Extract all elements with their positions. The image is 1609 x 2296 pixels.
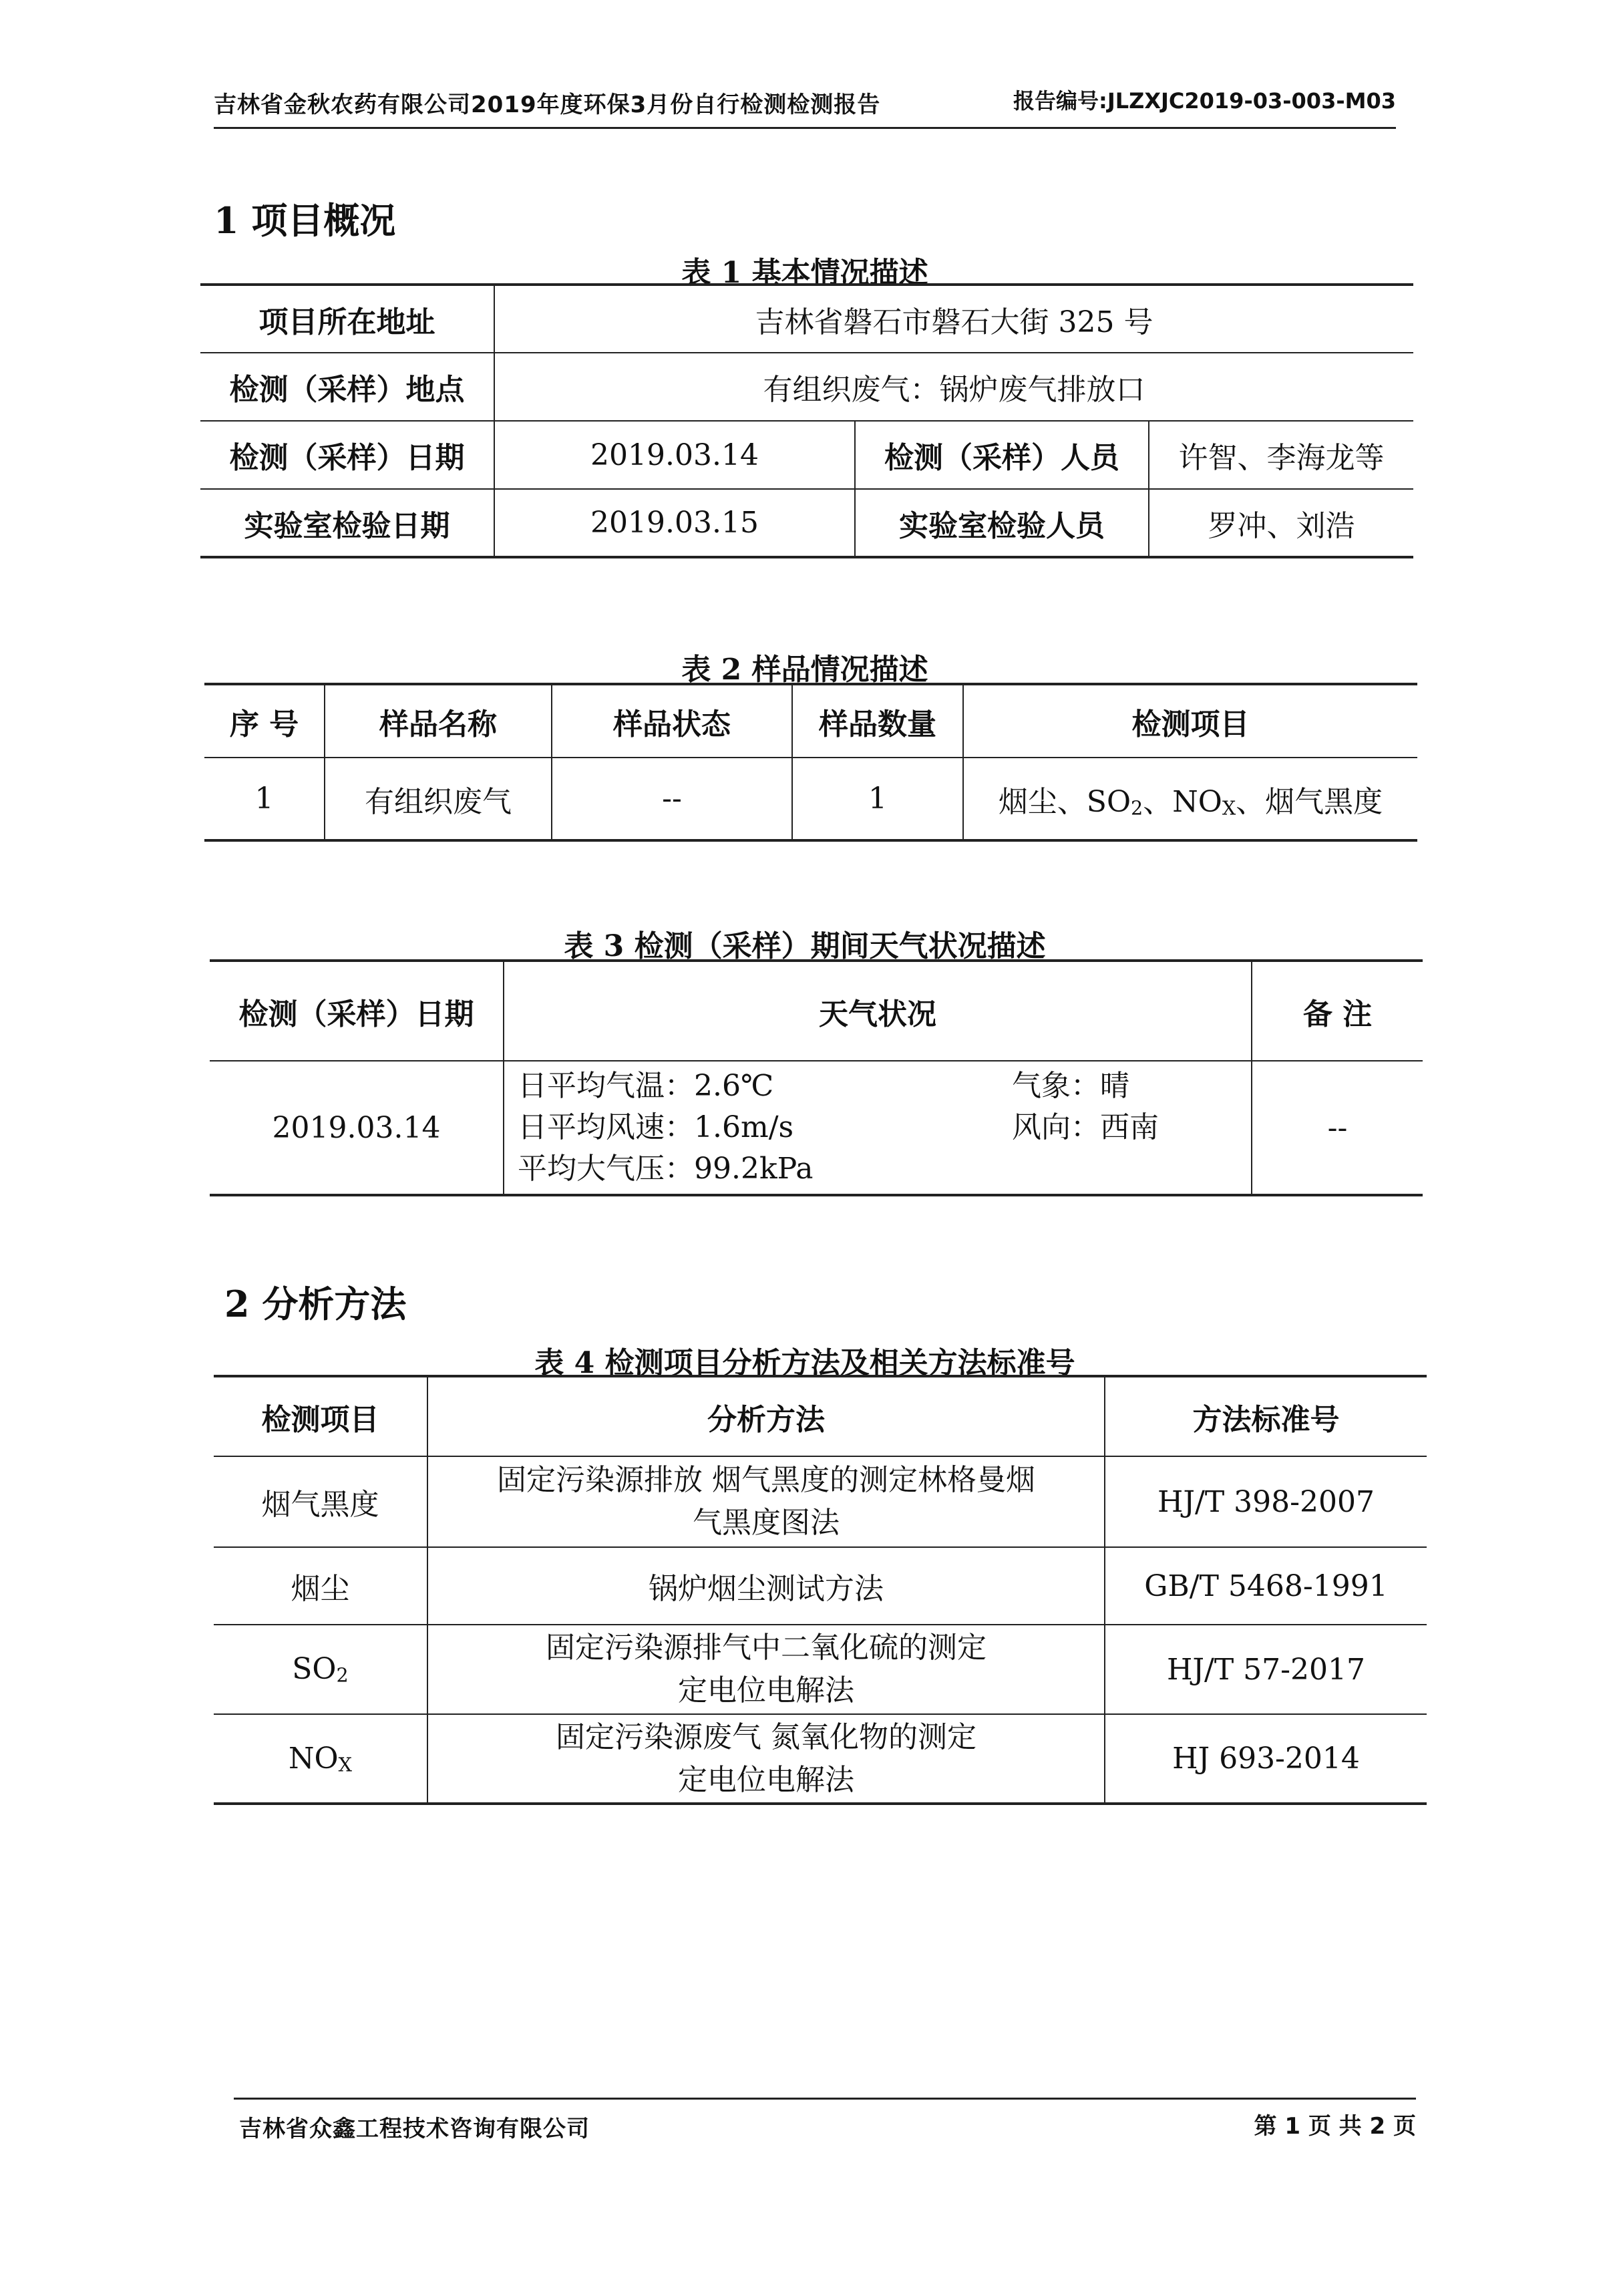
location-label: 检测（采样）地点 <box>200 353 494 421</box>
item-nox-sub: X <box>338 1753 352 1776</box>
table-row <box>214 1547 1427 1625</box>
avg-pressure: 平均大气压：99.2kPa <box>518 1152 814 1186</box>
header-test-item: 检测项目 <box>214 1376 427 1456</box>
footer-company: 吉林省众鑫工程技术咨询有限公司 <box>239 2116 590 2142</box>
items-part-b: 、NO <box>1143 784 1222 819</box>
table-1-caption: 表 1 基本情况描述 <box>681 256 928 290</box>
method-line-2: 定电位电解法 <box>678 1762 854 1797</box>
table-row <box>214 1625 1427 1714</box>
page-footer <box>234 2098 1416 2153</box>
standard-nox: HJ 693-2014 <box>1105 1714 1427 1804</box>
avg-temperature: 日平均气温：2.6℃ <box>518 1069 774 1103</box>
method-line-1: 固定污染源排气中二氧化硫的测定 <box>546 1631 987 1665</box>
item-nox <box>214 1714 427 1804</box>
table-3-caption: 表 3 检测（采样）期间天气状况描述 <box>564 929 1046 963</box>
weather-condition: 气象：晴 <box>1012 1069 1129 1103</box>
sampling-date-value: 2019.03.14 <box>494 421 855 489</box>
items-part-a: 烟尘、SO <box>998 784 1131 819</box>
method-nox <box>427 1714 1105 1804</box>
address-value: 吉林省磐石市磐石大街 325 号 <box>494 285 1413 353</box>
table-1-basic-info <box>200 283 1413 558</box>
lab-date-value: 2019.03.15 <box>494 489 855 557</box>
section-1-title: 1 项目概况 <box>214 199 396 242</box>
sampling-staff-value: 许智、李海龙等 <box>1149 421 1413 489</box>
report-title: 吉林省金秋农药有限公司2019年度环保3月份自行检测检测报告 <box>214 92 881 118</box>
method-smoke-blackness <box>427 1456 1105 1547</box>
sampling-date-label: 检测（采样）日期 <box>200 421 494 489</box>
method-line-1: 固定污染源排放 烟气黑度的测定林格曼烟 <box>497 1463 1035 1497</box>
weather-note: -- <box>1252 1061 1423 1195</box>
header-weather: 天气状况 <box>504 961 1252 1061</box>
table-4-caption: 表 4 检测项目分析方法及相关方法标准号 <box>534 1346 1075 1380</box>
standard-so2: HJ/T 57-2017 <box>1105 1625 1427 1714</box>
sample-qty: 1 <box>792 758 963 840</box>
section-2-title: 2 分析方法 <box>224 1283 407 1325</box>
avg-wind-speed: 日平均风速：1.6m/s <box>518 1110 794 1144</box>
header-test-items: 检测项目 <box>963 684 1417 758</box>
header-sample-state: 样品状态 <box>552 684 792 758</box>
wind-direction: 风向：西南 <box>1012 1110 1159 1144</box>
header-method: 分析方法 <box>427 1376 1105 1456</box>
table-2-caption: 表 2 样品情况描述 <box>681 653 928 687</box>
item-so2 <box>214 1625 427 1714</box>
method-dust: 锅炉烟尘测试方法 <box>427 1547 1105 1625</box>
item-nox-text: NO <box>289 1741 339 1776</box>
items-part-c: 、烟气黑度 <box>1236 784 1383 819</box>
report-number: 报告编号:JLZXJC2019-03-003-M03 <box>1013 88 1396 114</box>
item-smoke-blackness: 烟气黑度 <box>214 1456 427 1547</box>
sample-no: 1 <box>204 758 325 840</box>
weather-date: 2019.03.14 <box>210 1061 504 1195</box>
method-line-1: 固定污染源废气 氮氧化物的测定 <box>556 1719 976 1754</box>
standard-dust: GB/T 5468-1991 <box>1105 1547 1427 1625</box>
table-row <box>214 1714 1427 1804</box>
lab-staff-label: 实验室检验人员 <box>855 489 1149 557</box>
table-row <box>214 1456 1427 1547</box>
header-sample-name: 样品名称 <box>325 684 552 758</box>
lab-staff-value: 罗冲、刘浩 <box>1149 489 1413 557</box>
table-2-samples <box>204 683 1417 842</box>
address-label: 项目所在地址 <box>200 285 494 353</box>
table-3-weather <box>210 959 1423 1196</box>
items-sub-x: X <box>1222 796 1236 819</box>
item-so2-text: SO <box>292 1652 337 1687</box>
header-date: 检测（采样）日期 <box>210 961 504 1061</box>
header-standard: 方法标准号 <box>1105 1376 1427 1456</box>
header-note: 备 注 <box>1252 961 1423 1061</box>
item-so2-sub: 2 <box>336 1663 349 1687</box>
header-no: 序 号 <box>204 684 325 758</box>
sample-name: 有组织废气 <box>325 758 552 840</box>
sample-state: -- <box>552 758 792 840</box>
item-dust: 烟尘 <box>214 1547 427 1625</box>
sampling-staff-label: 检测（采样）人员 <box>855 421 1149 489</box>
method-line-2: 气黑度图法 <box>693 1506 840 1540</box>
method-so2 <box>427 1625 1105 1714</box>
weather-details <box>504 1061 1252 1195</box>
page-number: 第 1 页 共 2 页 <box>1254 2113 1416 2140</box>
table-4-methods <box>214 1375 1427 1805</box>
page-header <box>214 79 1396 129</box>
method-line-2: 定电位电解法 <box>678 1673 854 1707</box>
standard-smoke-blackness: HJ/T 398-2007 <box>1105 1456 1427 1547</box>
location-value: 有组织废气：锅炉废气排放口 <box>494 353 1413 421</box>
header-sample-qty: 样品数量 <box>792 684 963 758</box>
items-sub-2: 2 <box>1131 796 1143 819</box>
sample-test-items <box>963 758 1417 840</box>
lab-date-label: 实验室检验日期 <box>200 489 494 557</box>
